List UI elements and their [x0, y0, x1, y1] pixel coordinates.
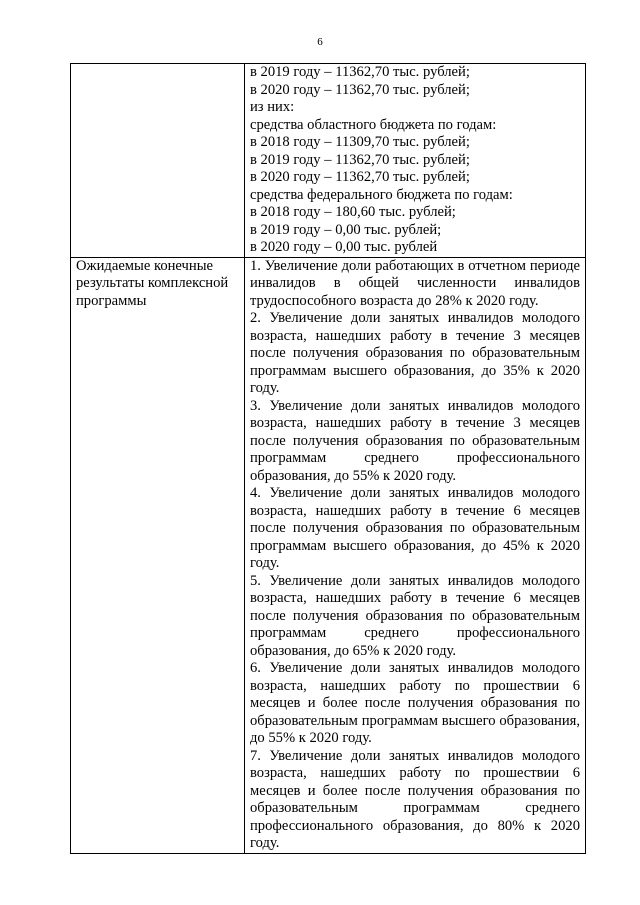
funding-line: средства федерального бюджета по годам:: [250, 186, 513, 203]
table-row-funding: [71, 64, 586, 258]
funding-line: в 2019 году – 11362,70 тыс. рублей;: [250, 64, 470, 80]
funding-line: в 2020 году – 11362,70 тыс. рублей;: [250, 81, 470, 98]
result-item: 6. Увеличение доли занятых инвалидов молодого возраста, нашедших работу по прошествии 6 месяцев и более после получения образования по образовательным программам высшего образования, до 55% к 2020 году.: [250, 660, 580, 746]
page-number: 6: [317, 36, 323, 48]
funding-label-cell: [71, 64, 245, 258]
result-item: 2. Увеличение доли занятых инвалидов молодого возраста, нашедших работу в течение 3 месяцев после получения образования по образовательным программам высшего образования, до 35% к 2020 году.: [250, 310, 580, 396]
funding-line: в 2019 году – 11362,70 тыс. рублей;: [250, 151, 470, 168]
funding-line: в 2019 году – 0,00 тыс. рублей;: [250, 221, 442, 238]
result-item: 4. Увеличение доли занятых инвалидов молодого возраста, нашедших работу в течение 6 месяцев после получения образования по образовательным программам высшего образования, до 45% к 2020 году.: [250, 485, 580, 571]
table-row-results: [71, 257, 586, 853]
funding-line: в 2018 году – 180,60 тыс. рублей;: [250, 204, 456, 220]
funding-line: в 2020 году – 0,00 тыс. рублей: [250, 239, 438, 255]
result-item: 5. Увеличение доли занятых инвалидов молодого возраста, нашедших работу в течение 6 месяцев после получения образования по образовательным программам среднего профессионального образования, до 65% к 2020 году.: [250, 572, 580, 659]
result-item: 1. Увеличение доли работающих в отчетном периоде инвалидов в общей численности инвалидов трудоспособного возраста до 28% к 2020 году.: [250, 257, 580, 309]
funding-line: из них:: [250, 99, 295, 115]
funding-line: в 2018 году – 11309,70 тыс. рублей;: [250, 134, 470, 150]
result-item: 3. Увеличение доли занятых инвалидов молодого возраста, нашедших работу в течение 3 месяцев после получения образования по образовательным программам среднего профессионального образования, до 55% к 2020 году.: [250, 397, 580, 484]
funding-line: средства областного бюджета по годам:: [250, 116, 497, 133]
funding-line: в 2020 году – 11362,70 тыс. рублей;: [250, 169, 470, 185]
funding-value-cell: [245, 64, 586, 258]
result-item: 7. Увеличение доли занятых инвалидов молодого возраста, нашедших работу по прошествии 6 месяцев и более после получения образования по образовательным программам среднего профессионального образования, до 80% к 2020 году.: [250, 747, 580, 851]
results-label-cell: Ожидаемые конечные результаты комплексной программы: [71, 257, 245, 853]
passport-table: [70, 63, 586, 854]
results-value-cell: [245, 257, 586, 853]
